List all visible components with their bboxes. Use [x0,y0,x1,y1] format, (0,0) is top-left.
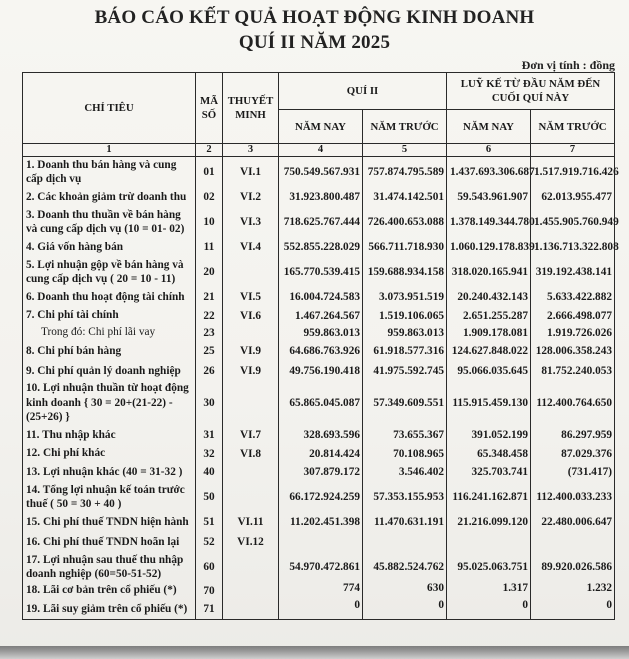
row-code: 02 [196,187,223,207]
ytd-this-year-value: 116.241.162.871 [447,482,531,512]
q-this-year-value: 750.549.567.931 [279,157,363,188]
q-this-year-value [279,532,363,552]
row-label: 5. Lợi nhuận gộp về bán hàng và cung cấp dịch vụ ( 20 = 10 - 11) [23,257,196,287]
q-prev-year-value [363,532,447,552]
q-prev-year-value: 61.918.577.316 [363,341,447,361]
table-row [23,237,615,257]
col-index: 3 [223,144,279,157]
q-prev-year-value: 3.546.402 [363,462,447,482]
row-label: 11. Thu nhập khác [23,425,196,445]
row-note [223,599,279,620]
row-label: 4. Giá vốn hàng bán [23,237,196,257]
ytd-this-year-value: 391.052.199 [447,425,531,445]
row-label: 2. Các khoản giảm trừ doanh thu [23,187,196,207]
ytd-this-year-value: 1.437.693.306.687 [447,157,531,188]
q-prev-year-value: 31.474.142.501 [363,187,447,207]
row-note: VI.6 [223,307,279,324]
table-row [23,445,615,462]
ytd-prev-year-value: 2.666.498.077 [531,307,615,324]
currency-unit: Đơn vị tính : đồng [521,58,615,72]
header-q-prev-year: NĂM TRƯỚC [363,110,447,144]
row-label: Trong đó: Chi phí lãi vay [23,324,196,341]
table-row [23,381,615,425]
row-label: 14. Tổng lợi nhuận kế toán trước thuế ( 50 = 30 + 40 ) [23,482,196,512]
table-row [23,341,615,361]
row-code: 23 [196,324,223,341]
row-label: 1. Doanh thu bán hàng và cung cấp dịch vụ [23,157,196,188]
ytd-prev-year-value [531,532,615,552]
row-note: VI.3 [223,207,279,237]
ytd-this-year-value: 1.317 [447,582,531,599]
q-prev-year-value: 959.863.013 [363,324,447,341]
row-code: 70 [196,582,223,599]
row-code: 26 [196,361,223,381]
ytd-prev-year-value: 86.297.959 [531,425,615,445]
table-row [23,287,615,307]
row-code: 71 [196,599,223,620]
ytd-this-year-value: 1.060.129.178.839 [447,237,531,257]
page-bottom-edge [0,646,629,659]
q-this-year-value: 65.865.045.087 [279,381,363,425]
q-prev-year-value: 57.353.155.953 [363,482,447,512]
row-label: 9. Chi phí quản lý doanh nghiệp [23,361,196,381]
q-prev-year-value: 3.073.951.519 [363,287,447,307]
ytd-this-year-value: 59.543.961.907 [447,187,531,207]
q-this-year-value: 165.770.539.415 [279,257,363,287]
row-code: 32 [196,445,223,462]
table-row [23,482,615,512]
q-prev-year-value: 45.882.524.762 [363,552,447,582]
ytd-this-year-value: 21.216.099.120 [447,512,531,532]
ytd-this-year-value: 115.915.459.130 [447,381,531,425]
header-q-this-year: NĂM NAY [279,110,363,144]
row-note: VI.5 [223,287,279,307]
row-note: VI.1 [223,157,279,188]
q-this-year-value: 54.970.472.861 [279,552,363,582]
header-ytd-prev-year: NĂM TRƯỚC [531,110,615,144]
row-label: 7. Chi phí tài chính [23,307,196,324]
q-this-year-value: 1.467.264.567 [279,307,363,324]
ytd-this-year-value: 318.020.165.941 [447,257,531,287]
header-chi-tieu: CHỈ TIÊU [23,73,196,144]
table-row [23,207,615,237]
row-code: 25 [196,341,223,361]
row-note [223,552,279,582]
ytd-this-year-value: 20.240.432.143 [447,287,531,307]
ytd-prev-year-value: 1.517.919.716.426 [531,157,615,188]
header-ytd-group: LUỸ KẾ TỪ ĐẦU NĂM ĐẾN CUỐI QUÍ NÀY [447,73,615,110]
table-row [23,582,615,599]
q-this-year-value: 20.814.424 [279,445,363,462]
ytd-prev-year-value: 5.633.422.882 [531,287,615,307]
q-prev-year-value: 70.108.965 [363,445,447,462]
ytd-prev-year-value: 1.136.713.322.808 [531,237,615,257]
ytd-prev-year-value: 112.400.764.650 [531,381,615,425]
row-label: 8. Chi phí bán hàng [23,341,196,361]
row-code: 11 [196,237,223,257]
report-period: QUÍ II NĂM 2025 [238,32,391,53]
q-this-year-value: 328.693.596 [279,425,363,445]
ytd-this-year-value: 95.025.063.751 [447,552,531,582]
row-note [223,324,279,341]
row-code: 52 [196,532,223,552]
row-note [223,482,279,512]
row-label: 10. Lợi nhuận thuần từ hoạt động kinh doanh { 30 = 20+(21-22) - (25+26) } [23,381,196,425]
col-index: 2 [196,144,223,157]
header-thuyet-minh: THUYẾT MINH [223,73,279,144]
q-this-year-value: 0 [279,599,363,620]
row-note [223,462,279,482]
ytd-prev-year-value: 1.919.726.026 [531,324,615,341]
q-prev-year-value: 73.655.367 [363,425,447,445]
ytd-this-year-value: 95.066.035.645 [447,361,531,381]
row-label: 18. Lãi cơ bản trên cổ phiếu (*) [23,582,196,599]
q-this-year-value: 718.625.767.444 [279,207,363,237]
q-this-year-value: 66.172.924.259 [279,482,363,512]
q-prev-year-value: 757.874.795.589 [363,157,447,188]
ytd-prev-year-value: 128.006.358.243 [531,341,615,361]
q-prev-year-value: 11.470.631.191 [363,512,447,532]
q-this-year-value: 16.004.724.583 [279,287,363,307]
report-title: BÁO CÁO KẾT QUẢ HOẠT ĐỘNG KINH DOANH [94,7,535,28]
q-prev-year-value: 0 [363,599,447,620]
q-prev-year-value: 159.688.934.158 [363,257,447,287]
ytd-prev-year-value: 81.752.240.053 [531,361,615,381]
row-note: VI.9 [223,361,279,381]
q-this-year-value: 49.756.190.418 [279,361,363,381]
row-code: 50 [196,482,223,512]
row-label: 17. Lợi nhuận sau thuế thu nhập doanh nghiệp (60=50-51-52) [23,552,196,582]
row-label: 13. Lợi nhuận khác (40 = 31-32 ) [23,462,196,482]
col-index: 7 [531,144,615,157]
table-row [23,157,615,188]
ytd-this-year-value: 325.703.741 [447,462,531,482]
row-note: VI.11 [223,512,279,532]
col-index: 4 [279,144,363,157]
ytd-prev-year-value: 0 [531,599,615,620]
row-note: VI.12 [223,532,279,552]
header-quarter-group: QUÍ II [279,73,447,110]
ytd-prev-year-value: 89.920.026.586 [531,552,615,582]
col-index: 1 [23,144,196,157]
ytd-prev-year-value: 62.013.955.477 [531,187,615,207]
row-code: 10 [196,207,223,237]
income-statement-table [22,72,619,620]
row-note: VI.2 [223,187,279,207]
q-this-year-value: 307.879.172 [279,462,363,482]
q-prev-year-value: 726.400.653.088 [363,207,447,237]
q-this-year-value: 774 [279,582,363,599]
ytd-prev-year-value: 87.029.376 [531,445,615,462]
row-note: VI.9 [223,341,279,361]
row-note [223,582,279,599]
col-index: 6 [447,144,531,157]
q-this-year-value: 11.202.451.398 [279,512,363,532]
ytd-this-year-value: 0 [447,599,531,620]
row-code: 20 [196,257,223,287]
q-this-year-value: 64.686.763.926 [279,341,363,361]
ytd-this-year-value: 1.909.178.081 [447,324,531,341]
row-label: 16. Chi phí thuế TNDN hoãn lại [23,532,196,552]
row-code: 21 [196,287,223,307]
table-row [23,324,615,341]
table-row [23,552,615,582]
row-code: 22 [196,307,223,324]
row-label: 15. Chi phí thuế TNDN hiện hành [23,512,196,532]
table-row [23,187,615,207]
row-code: 01 [196,157,223,188]
ytd-prev-year-value: 319.192.438.141 [531,257,615,287]
ytd-prev-year-value: (731.417) [531,462,615,482]
row-code: 60 [196,552,223,582]
row-note [223,257,279,287]
row-label: 19. Lãi suy giảm trên cổ phiếu (*) [23,599,196,620]
table-row [23,361,615,381]
row-label: 3. Doanh thu thuần về bán hàng và cung cấp dịch vụ (10 = 01- 02) [23,207,196,237]
q-prev-year-value: 1.519.106.065 [363,307,447,324]
table-row [23,462,615,482]
header-ma-so: MÃ SỐ [196,73,223,144]
q-prev-year-value: 41.975.592.745 [363,361,447,381]
row-code: 31 [196,425,223,445]
ytd-prev-year-value: 112.400.033.233 [531,482,615,512]
ytd-prev-year-value: 22.480.006.647 [531,512,615,532]
q-this-year-value: 959.863.013 [279,324,363,341]
row-label: 12. Chi phí khác [23,445,196,462]
table-row [23,425,615,445]
q-this-year-value: 552.855.228.029 [279,237,363,257]
ytd-prev-year-value: 1.455.905.760.949 [531,207,615,237]
row-label: 6. Doanh thu hoạt động tài chính [23,287,196,307]
q-this-year-value: 31.923.800.487 [279,187,363,207]
table-row [23,257,615,287]
ytd-this-year-value: 65.348.458 [447,445,531,462]
header-ytd-this-year: NĂM NAY [447,110,531,144]
row-code: 40 [196,462,223,482]
table-row [23,512,615,532]
col-index: 5 [363,144,447,157]
row-note: VI.8 [223,445,279,462]
row-code: 51 [196,512,223,532]
q-prev-year-value: 57.349.609.551 [363,381,447,425]
q-prev-year-value: 566.711.718.930 [363,237,447,257]
table-row [23,599,615,620]
row-note: VI.4 [223,237,279,257]
table-row [23,307,615,324]
ytd-this-year-value: 124.627.848.022 [447,341,531,361]
ytd-this-year-value [447,532,531,552]
ytd-prev-year-value: 1.232 [531,582,615,599]
ytd-this-year-value: 1.378.149.344.780 [447,207,531,237]
q-prev-year-value: 630 [363,582,447,599]
row-note: VI.7 [223,425,279,445]
table-row [23,532,615,552]
ytd-this-year-value: 2.651.255.287 [447,307,531,324]
row-note [223,381,279,425]
row-code: 30 [196,381,223,425]
